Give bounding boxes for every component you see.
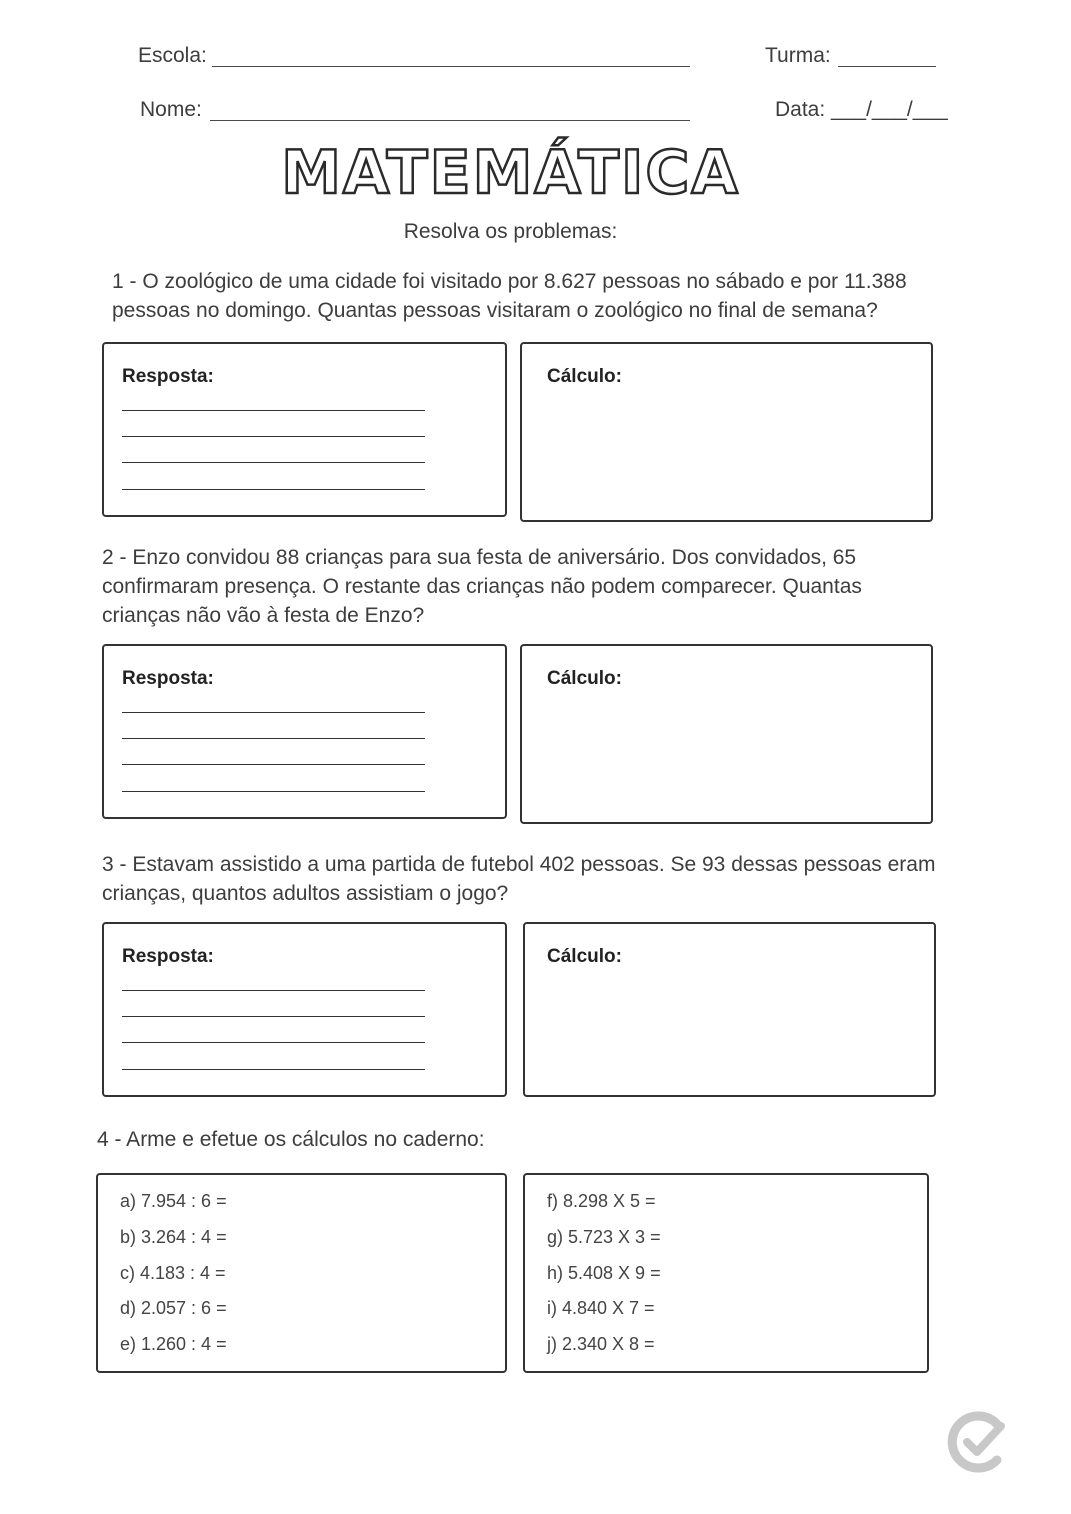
problem-2-text: 2 - Enzo convidou 88 crianças para sua festa de aniversário. Dos convidados, 65 confirmaram presença. O restante das crianças não podem comparecer. Quantas crianças não vão à festa de Enzo? bbox=[102, 546, 862, 627]
answer-box-1[interactable] bbox=[102, 342, 507, 517]
answer-line[interactable] bbox=[122, 1069, 425, 1070]
answer-line[interactable] bbox=[122, 462, 425, 463]
answer-box-3[interactable] bbox=[102, 922, 507, 1097]
answer-line[interactable] bbox=[122, 410, 425, 411]
answer-label: Resposta: bbox=[122, 946, 214, 967]
class-field[interactable] bbox=[838, 66, 936, 67]
answer-line[interactable] bbox=[122, 738, 425, 739]
problem-1-text: 1 - O zoológico de uma cidade foi visitado por 8.627 pessoas no sábado e por 11.388 pessoas no domingo. Quantas pessoas visitaram o zoológico no final de semana? bbox=[112, 270, 907, 322]
answer-line[interactable] bbox=[122, 436, 425, 437]
date-field[interactable]: Data: ___/___/___ bbox=[775, 98, 948, 121]
calc-item-d: d) 2.057 : 6 = bbox=[120, 1298, 227, 1318]
answer-label: Resposta: bbox=[122, 366, 214, 387]
calc-box-3[interactable] bbox=[523, 922, 936, 1097]
calc-item-f: f) 8.298 X 5 = bbox=[547, 1191, 656, 1211]
page-subtitle: Resolva os problemas: bbox=[403, 220, 618, 243]
calc-label: Cálculo: bbox=[547, 668, 622, 689]
answer-label: Resposta: bbox=[122, 668, 214, 689]
exercise-4-title: 4 - Arme e efetue os cálculos no caderno: bbox=[97, 1128, 485, 1151]
name-label: Nome: bbox=[140, 98, 202, 121]
answer-line[interactable] bbox=[122, 990, 425, 991]
problem-3-text: 3 - Estavam assistido a uma partida de futebol 402 pessoas. Se 93 dessas pessoas eram crianças, quantos adultos assistiam o jogo? bbox=[102, 853, 936, 905]
calc-item-a: a) 7.954 : 6 = bbox=[120, 1191, 227, 1211]
calc-item-j: j) 2.340 X 8 = bbox=[547, 1334, 655, 1354]
answer-line[interactable] bbox=[122, 791, 425, 792]
calc-item-e: e) 1.260 : 4 = bbox=[120, 1334, 227, 1354]
calc-item-h: h) 5.408 X 9 = bbox=[547, 1263, 661, 1283]
school-label: Escola: bbox=[138, 44, 207, 67]
calc-item-c: c) 4.183 : 4 = bbox=[120, 1263, 226, 1283]
answer-box-2[interactable] bbox=[102, 644, 507, 819]
calc-item-b: b) 3.264 : 4 = bbox=[120, 1227, 227, 1247]
calc-label: Cálculo: bbox=[547, 366, 622, 387]
answer-line[interactable] bbox=[122, 489, 425, 490]
calc-box-1[interactable] bbox=[520, 342, 933, 522]
calc-label: Cálculo: bbox=[547, 946, 622, 967]
name-field[interactable] bbox=[210, 120, 690, 121]
answer-line[interactable] bbox=[122, 1042, 425, 1043]
answer-line[interactable] bbox=[122, 1016, 425, 1017]
exercise-4-right-box bbox=[523, 1173, 929, 1373]
exercise-4-left-box bbox=[96, 1173, 507, 1373]
class-label: Turma: bbox=[765, 44, 831, 67]
calc-box-2[interactable] bbox=[520, 644, 933, 824]
page-title: MATEMÁTICA bbox=[281, 138, 740, 208]
school-field[interactable] bbox=[212, 66, 690, 67]
answer-line[interactable] bbox=[122, 712, 425, 713]
calc-item-i: i) 4.840 X 7 = bbox=[547, 1298, 655, 1318]
answer-line[interactable] bbox=[122, 764, 425, 765]
checkmark-logo-icon bbox=[947, 1410, 1011, 1474]
calc-item-g: g) 5.723 X 3 = bbox=[547, 1227, 661, 1247]
